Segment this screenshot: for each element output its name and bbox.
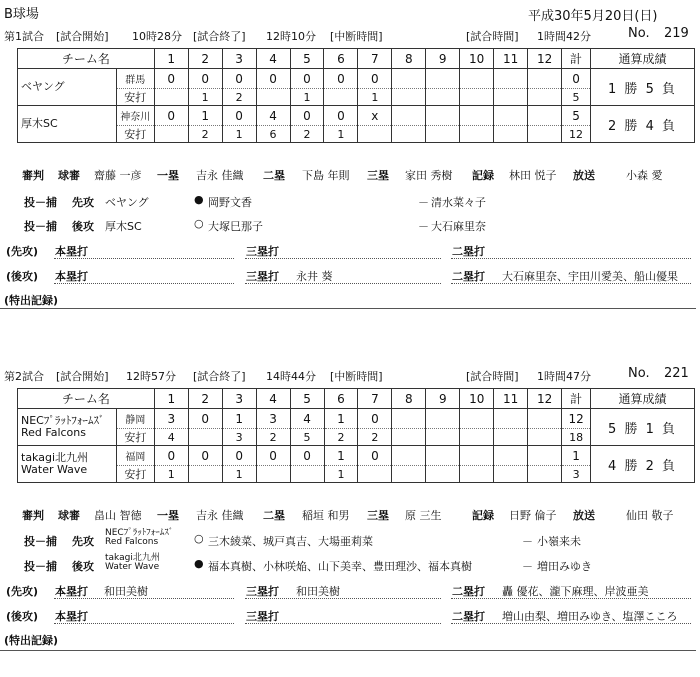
inning-header: 7: [358, 389, 392, 409]
hr-underline: [54, 258, 234, 259]
inning-runs: 0: [154, 106, 188, 126]
inning-hits: 1: [324, 126, 358, 143]
game-number-label: No.: [628, 366, 650, 381]
inning-hits: 1: [222, 466, 256, 483]
third-base-umpire-name: 家田 秀樹: [405, 169, 453, 182]
game-2-start-time: 12時57分: [126, 370, 176, 383]
total-header: 計: [562, 389, 591, 409]
inning-hits: [494, 126, 528, 143]
pitchers: 岡野文香: [208, 196, 252, 209]
inning-runs: 1: [188, 106, 222, 126]
scoreboard-header-row: [18, 49, 695, 69]
total-hits: 18: [562, 429, 591, 446]
inning-runs: 0: [358, 409, 392, 429]
triple-underline: [245, 598, 441, 599]
hr-label: 本塁打: [55, 610, 88, 623]
battery-label: 投－捕: [24, 535, 57, 548]
team-record: 1 勝 5 負: [591, 69, 695, 106]
inning-hits: 2: [256, 429, 290, 446]
inning-runs: 0: [324, 106, 358, 126]
double-label: 二塁打: [452, 610, 485, 623]
total-header: 計: [562, 49, 591, 69]
inning-hits: [528, 429, 562, 446]
inning-runs: [528, 106, 562, 126]
inning-header: 10: [460, 49, 494, 69]
inning-hits: [494, 89, 528, 106]
bottom-paren-label: (後攻): [6, 270, 39, 283]
inning-header: 5: [290, 49, 324, 69]
team-prefecture: 神奈川: [116, 106, 154, 126]
special-record-line: [0, 650, 696, 651]
third-base-umpire-label: 三塁: [367, 169, 389, 182]
special-record-label: (特出記録): [4, 634, 59, 647]
inning-header: 8: [392, 389, 426, 409]
inning-header: 5: [290, 389, 324, 409]
top-paren-label: (先攻): [6, 585, 39, 598]
inning-runs: 4: [256, 106, 290, 126]
plate-umpire-label: 球審: [58, 509, 80, 522]
inning-hits: [290, 466, 324, 483]
umpire-label: 審判: [22, 509, 44, 522]
top-paren-label: (先攻): [6, 245, 39, 258]
inning-hits: [528, 126, 562, 143]
battery-label: 投－捕: [24, 196, 57, 209]
game-1-number: 219: [664, 26, 689, 41]
inning-runs: [426, 446, 460, 466]
pitchers: 三木綾菜、城戸真吉、大場亜莉菜: [208, 535, 373, 548]
inning-header: 2: [188, 49, 222, 69]
triple-label: 三塁打: [246, 270, 279, 283]
inning-header: 7: [358, 49, 392, 69]
inning-runs: 0: [222, 446, 256, 466]
inning-hits: [426, 466, 460, 483]
triple-label: 三塁打: [246, 610, 279, 623]
catchers: 増田みゆき: [537, 560, 592, 573]
scorer-name: 林田 悦子: [509, 169, 557, 182]
announcer-name: 小森 愛: [626, 169, 663, 182]
plate-umpire-name: 畠山 智徳: [94, 509, 142, 522]
game-2-duration: 1時間47分: [537, 370, 591, 383]
inning-hits: 1: [154, 466, 188, 483]
overall-record-header: 通算成績: [591, 49, 695, 69]
second-base-umpire-name: 稲垣 和男: [302, 509, 350, 522]
inning-runs: [426, 106, 460, 126]
inning-hits: [256, 466, 290, 483]
total-hits: 3: [562, 466, 591, 483]
team-name: NECﾌﾟﾗｯﾄﾌｫｰﾑｽﾞ Red Falcons: [18, 409, 117, 446]
game-number-label: No.: [628, 26, 650, 41]
inning-hits: [426, 89, 460, 106]
inning-runs: 4: [290, 409, 324, 429]
inning-header: 11: [494, 49, 528, 69]
scoreboard-header-row: [18, 389, 695, 409]
team-name-header: チーム名: [18, 49, 155, 69]
inning-hits: 1: [188, 89, 222, 106]
battery-dash: －: [418, 196, 429, 209]
second-base-umpire-name: 下島 年則: [302, 169, 350, 182]
inning-runs: 3: [154, 409, 188, 429]
inning-hits: 1: [290, 89, 324, 106]
inning-header: 9: [426, 49, 460, 69]
double-players: 増山由梨、増田みゆき、塩澤こころ: [502, 610, 678, 623]
hr-players: 和田美樹: [104, 585, 148, 598]
hr-underline: [54, 598, 234, 599]
inning-hits: 6: [256, 126, 290, 143]
inning-runs: [392, 446, 426, 466]
inning-runs: [494, 106, 528, 126]
triple-underline: [245, 623, 441, 624]
third-base-umpire-label: 三塁: [367, 509, 389, 522]
total-runs: 5: [562, 106, 591, 126]
team-prefecture: 静岡: [116, 409, 154, 429]
inning-hits: [392, 126, 426, 143]
inning-runs: 1: [222, 409, 256, 429]
triple-players: 永井 葵: [296, 270, 333, 283]
inning-hits: [392, 466, 426, 483]
inning-runs: 0: [188, 69, 222, 89]
special-record-line: [0, 308, 696, 309]
inning-runs: 0: [154, 69, 188, 89]
inning-hits: [460, 429, 494, 446]
inning-hits: [358, 466, 392, 483]
total-runs: 12: [562, 409, 591, 429]
hr-underline: [54, 283, 234, 284]
inning-hits: 2: [324, 429, 358, 446]
total-hits: 5: [562, 89, 591, 106]
inning-hits: [154, 89, 188, 106]
inning-runs: 0: [188, 446, 222, 466]
inning-runs: 0: [324, 69, 358, 89]
venue-title: B球場: [4, 7, 39, 22]
inning-hits: 1: [358, 89, 392, 106]
inning-runs: [392, 409, 426, 429]
double-underline: [451, 623, 691, 624]
pitchers: 大塚巳那子: [208, 220, 263, 233]
inning-header: 6: [324, 389, 358, 409]
inning-runs: 0: [358, 446, 392, 466]
inning-runs: 1: [324, 409, 358, 429]
inning-hits: [426, 429, 460, 446]
inning-runs: [426, 409, 460, 429]
announcer-label: 放送: [573, 509, 595, 522]
game-2-title: 第2試合: [4, 370, 44, 383]
hits-label: 安打: [116, 466, 154, 483]
inning-hits: [256, 89, 290, 106]
inning-header: 10: [460, 389, 494, 409]
scorer-label: 記録: [472, 509, 494, 522]
inning-hits: 2: [358, 429, 392, 446]
inning-header: 12: [528, 49, 562, 69]
total-hits: 12: [562, 126, 591, 143]
inning-header: 9: [426, 389, 460, 409]
battery-team: NECﾌﾟﾗｯﾄﾌｫｰﾑｽﾞ Red Falcons: [105, 528, 174, 547]
team-name: 厚木SC: [18, 106, 117, 143]
inning-header: 3: [222, 389, 256, 409]
duration-label: [試合時間]: [466, 30, 519, 43]
win-mark-icon: ○: [194, 532, 204, 545]
inning-runs: 0: [154, 446, 188, 466]
inning-hits: 3: [222, 429, 256, 446]
inning-hits: [426, 126, 460, 143]
hits-label: 安打: [116, 126, 154, 143]
umpire-label: 審判: [22, 169, 44, 182]
plate-umpire-label: 球審: [58, 169, 80, 182]
inning-header: 4: [256, 389, 290, 409]
triple-players: 和田美樹: [296, 585, 340, 598]
inning-runs: 0: [256, 446, 290, 466]
inning-runs: [392, 69, 426, 89]
team-prefecture: 群馬: [116, 69, 154, 89]
battery-dash: －: [522, 560, 533, 573]
inning-hits: [528, 466, 562, 483]
triple-label: 三塁打: [246, 585, 279, 598]
double-label: 二塁打: [452, 245, 485, 258]
inning-runs: x: [358, 106, 392, 126]
loss-mark-icon: ●: [194, 193, 204, 206]
battery-team: takagi北九州 Water Wave: [105, 553, 160, 572]
team-record: 4 勝 2 負: [591, 446, 695, 483]
inning-runs: [460, 106, 494, 126]
double-underline: [451, 283, 691, 284]
inning-runs: [494, 409, 528, 429]
inning-header: 1: [154, 49, 188, 69]
game-1-title: 第1試合: [4, 30, 44, 43]
inning-header: 4: [256, 49, 290, 69]
inning-runs: 3: [256, 409, 290, 429]
total-runs: 1: [562, 446, 591, 466]
inning-runs: [494, 446, 528, 466]
inning-runs: [528, 69, 562, 89]
team-record: 2 勝 4 負: [591, 106, 695, 143]
inning-hits: 2: [222, 89, 256, 106]
team-name: takagi北九州 Water Wave: [18, 446, 117, 483]
inning-header: 11: [494, 389, 528, 409]
inning-header: 8: [392, 49, 426, 69]
inning-runs: [528, 409, 562, 429]
double-label: 二塁打: [452, 270, 485, 283]
inning-runs: 1: [324, 446, 358, 466]
inning-runs: 0: [188, 409, 222, 429]
inning-runs: 0: [222, 106, 256, 126]
hr-label: 本塁打: [55, 585, 88, 598]
double-players: 轟 優花、瀧下麻理、岸波亜美: [502, 585, 649, 598]
first-base-umpire-label: 一塁: [157, 509, 179, 522]
catchers: 小嶺来未: [537, 535, 581, 548]
inning-hits: [460, 126, 494, 143]
bottom-paren-label: (後攻): [6, 610, 39, 623]
team-runs-row: [18, 69, 695, 89]
inning-runs: 0: [290, 446, 324, 466]
battery-label: 投－捕: [24, 560, 57, 573]
inning-hits: 1: [324, 466, 358, 483]
inning-runs: [460, 69, 494, 89]
team-runs-row: [18, 106, 695, 126]
hits-label: 安打: [116, 429, 154, 446]
inning-hits: [494, 466, 528, 483]
overall-record-header: 通算成績: [591, 389, 695, 409]
battery-team: 厚木SC: [105, 220, 142, 233]
special-record-label: (特出記録): [4, 294, 59, 307]
end-label: [試合終了]: [193, 30, 246, 43]
double-label: 二塁打: [452, 585, 485, 598]
start-label: [試合開始]: [56, 370, 109, 383]
inning-runs: 0: [256, 69, 290, 89]
bottom-team-label: 後攻: [72, 560, 94, 573]
game-2-scoreboard: [17, 388, 695, 483]
bottom-team-label: 後攻: [72, 220, 94, 233]
inning-hits: [392, 89, 426, 106]
game-1-start-time: 10時28分: [132, 30, 182, 43]
team-runs-row: [18, 409, 695, 429]
first-base-umpire-name: 吉永 佳織: [196, 169, 244, 182]
battery-label: 投－捕: [24, 220, 57, 233]
third-base-umpire-name: 原 三生: [405, 509, 442, 522]
battery-dash: －: [522, 535, 533, 548]
team-name-header: チーム名: [18, 389, 155, 409]
team-name: ベヤング: [18, 69, 117, 106]
announcer-label: 放送: [573, 169, 595, 182]
inning-hits: [460, 89, 494, 106]
hr-underline: [54, 623, 234, 624]
inning-runs: [460, 446, 494, 466]
inning-hits: 5: [290, 429, 324, 446]
game-1-scoreboard: [17, 48, 695, 143]
catchers: 大石麻里奈: [431, 220, 486, 233]
inning-header: 3: [222, 49, 256, 69]
double-underline: [451, 258, 691, 259]
end-label: [試合終了]: [193, 370, 246, 383]
double-underline: [451, 598, 691, 599]
game-1-end-time: 12時10分: [266, 30, 316, 43]
inning-hits: 2: [188, 126, 222, 143]
scorer-name: 日野 倫子: [509, 509, 557, 522]
interrupt-label: [中断時間]: [330, 30, 383, 43]
inning-header: 2: [188, 389, 222, 409]
inning-runs: 0: [290, 69, 324, 89]
inning-runs: [494, 69, 528, 89]
inning-runs: 0: [358, 69, 392, 89]
pitchers: 福本真樹、小林咲焔、山下美幸、豊田理沙、福本真樹: [208, 560, 472, 573]
announcer-name: 仙田 敬子: [626, 509, 674, 522]
inning-hits: [188, 429, 222, 446]
second-base-umpire-label: 二塁: [263, 509, 285, 522]
inning-header: 12: [528, 389, 562, 409]
catchers: 清水菜々子: [431, 196, 486, 209]
inning-hits: [358, 126, 392, 143]
team-runs-row: [18, 446, 695, 466]
inning-header: 1: [154, 389, 188, 409]
hr-label: 本塁打: [55, 270, 88, 283]
team-prefecture: 福岡: [116, 446, 154, 466]
duration-label: [試合時間]: [466, 370, 519, 383]
double-players: 大石麻里奈、宇田川愛美、船山優果: [502, 270, 678, 283]
triple-label: 三塁打: [246, 245, 279, 258]
inning-hits: 4: [154, 429, 188, 446]
interrupt-label: [中断時間]: [330, 370, 383, 383]
win-mark-icon: ○: [194, 217, 204, 230]
inning-header: 6: [324, 49, 358, 69]
game-1-duration: 1時間42分: [537, 30, 591, 43]
inning-hits: [188, 466, 222, 483]
plate-umpire-name: 齋藤 一彦: [94, 169, 142, 182]
first-base-umpire-label: 一塁: [157, 169, 179, 182]
game-2-end-time: 14時44分: [266, 370, 316, 383]
team-record: 5 勝 1 負: [591, 409, 695, 446]
second-base-umpire-label: 二塁: [263, 169, 285, 182]
inning-hits: [528, 89, 562, 106]
inning-runs: 0: [222, 69, 256, 89]
first-base-umpire-name: 吉永 佳織: [196, 509, 244, 522]
triple-underline: [245, 258, 441, 259]
inning-hits: [324, 89, 358, 106]
inning-hits: [494, 429, 528, 446]
inning-runs: [392, 106, 426, 126]
inning-runs: [426, 69, 460, 89]
battery-team: ベヤング: [105, 196, 149, 209]
inning-runs: [460, 409, 494, 429]
inning-hits: 2: [290, 126, 324, 143]
inning-runs: [528, 446, 562, 466]
inning-hits: 1: [222, 126, 256, 143]
top-team-label: 先攻: [72, 535, 94, 548]
inning-runs: 0: [290, 106, 324, 126]
total-runs: 0: [562, 69, 591, 89]
hr-label: 本塁打: [55, 245, 88, 258]
top-team-label: 先攻: [72, 196, 94, 209]
hits-label: 安打: [116, 89, 154, 106]
inning-hits: [392, 429, 426, 446]
game-2-number: 221: [664, 366, 689, 381]
battery-dash: －: [418, 220, 429, 233]
inning-hits: [460, 466, 494, 483]
game-date: 平成30年5月20日(日): [528, 9, 658, 24]
start-label: [試合開始]: [56, 30, 109, 43]
scorer-label: 記録: [472, 169, 494, 182]
triple-underline: [245, 283, 441, 284]
inning-hits: [154, 126, 188, 143]
loss-mark-icon: ●: [194, 557, 204, 570]
